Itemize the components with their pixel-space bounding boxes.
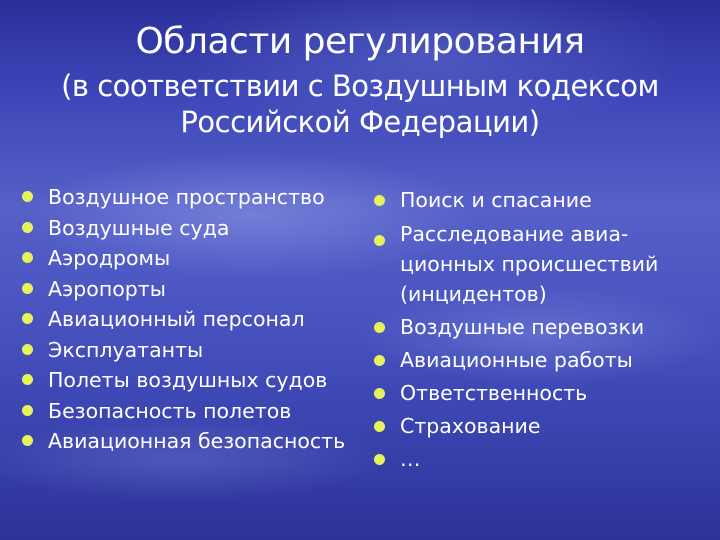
bullet-icon: [22, 283, 33, 294]
list-item-text: Воздушные перевозки: [400, 315, 645, 339]
bullet-icon: [22, 222, 33, 233]
title-block: [0, 20, 720, 140]
bullet-icon: [22, 435, 33, 446]
list-item-text: Воздушное пространство: [48, 185, 325, 209]
list-item-text: Безопасность полетов: [48, 398, 292, 423]
bullet-icon: [374, 322, 385, 333]
list-item: [20, 335, 360, 366]
list-item-text-line-2: ционных происшествий: [400, 252, 659, 276]
list-item-text: Страхование: [400, 414, 541, 438]
list-item: [372, 344, 702, 377]
list-item: [20, 426, 360, 457]
bullet-icon: [374, 195, 385, 206]
bullet-icon: [22, 313, 33, 324]
bullet-icon: [22, 405, 33, 416]
list-item-text: Воздушные суда: [48, 215, 230, 240]
bullet-icon: [22, 344, 33, 355]
bullet-icon: [22, 374, 33, 385]
list-item: [372, 217, 702, 311]
list-item-text: Эксплуатанты: [48, 337, 204, 362]
list-item: [20, 304, 360, 335]
list-item: [20, 365, 360, 396]
bullet-icon: [374, 355, 385, 366]
list-item-text-line-1: Расследование авиа-: [400, 222, 629, 246]
bullet-icon: [374, 454, 385, 465]
list-item: [372, 443, 702, 476]
list-item-text: …: [400, 447, 421, 471]
list-item: [20, 213, 360, 244]
subtitle-line-1: (в соответствии с Воздушным кодексом: [61, 69, 659, 103]
list-item: [20, 182, 360, 213]
list-item-text-line-3: (инцидентов): [400, 282, 547, 306]
list-item-text: Авиационные работы: [400, 348, 633, 372]
bullet-icon: [374, 388, 385, 399]
list-item-text: Поиск и спасание: [400, 188, 592, 212]
list-item-text: Полеты воздушных судов: [48, 368, 328, 392]
list-item: [20, 274, 360, 305]
list-item: [20, 243, 360, 274]
left-bullet-list: [20, 182, 360, 457]
slide-subtitle: [0, 68, 720, 140]
list-item: [372, 311, 702, 344]
bullet-icon: [22, 191, 33, 202]
list-item-text: Авиационная безопасность: [48, 429, 346, 453]
bullet-icon: [22, 252, 33, 263]
list-item: [372, 410, 702, 443]
list-item: [20, 396, 360, 427]
bullet-icon: [374, 235, 385, 246]
slide-title: Области регулирования: [135, 21, 585, 62]
list-item-text: Авиационный персонал: [48, 307, 305, 331]
list-item: [372, 377, 702, 410]
bullet-icon: [374, 421, 385, 432]
list-item-text: Аэропорты: [48, 276, 166, 301]
right-bullet-list: [372, 184, 702, 476]
subtitle-line-2: Российской Федерации): [180, 105, 540, 139]
list-item: [372, 184, 702, 217]
list-item-text: Ответственность: [400, 381, 588, 405]
list-item-text: Аэродромы: [48, 246, 171, 270]
